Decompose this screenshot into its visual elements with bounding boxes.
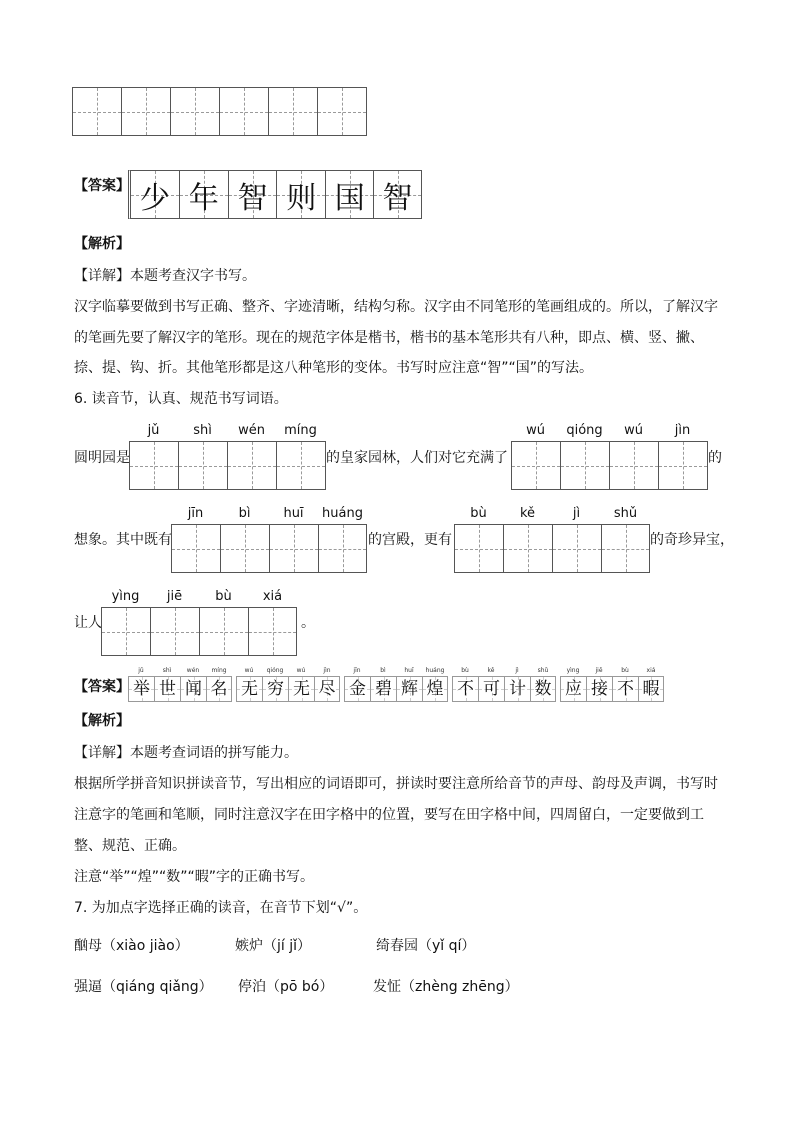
answer-word xyxy=(452,666,556,702)
answer-char-cell: 尽 xyxy=(314,676,340,702)
pinyin-row xyxy=(454,506,650,521)
pronunciation-option[interactable]: 停泊（pō bó） xyxy=(238,979,334,995)
grid-cell[interactable] xyxy=(102,608,151,655)
grid-cell[interactable] xyxy=(130,442,179,489)
answer-char-cell: 举 xyxy=(128,676,154,702)
pinyin: jiē xyxy=(595,667,603,674)
pinyin: jiē xyxy=(166,589,183,604)
answer-char-cell: 少 xyxy=(131,171,180,218)
analysis-line: 注意字的笔画和笔顺，同时注意汉字在田字格中的位置，要写在田字格中间，四周留白，一定要做到工 xyxy=(74,807,704,823)
analysis-detail: 【详解】本题考查汉字书写。 xyxy=(74,268,256,284)
answer-char-cell: 不 xyxy=(452,676,478,702)
q5-answer-grid xyxy=(128,170,422,219)
answer-word xyxy=(344,666,448,702)
pinyin: jīn xyxy=(353,667,361,674)
pinyin: xiá xyxy=(262,589,283,604)
grid-cell[interactable] xyxy=(504,525,553,572)
pinyin: bù xyxy=(470,506,487,521)
grid-cell[interactable] xyxy=(270,525,319,572)
sentence-text: 。 xyxy=(301,615,315,631)
answer-word xyxy=(128,666,232,702)
analysis-detail: 【详解】本题考查词语的拼写能力。 xyxy=(74,745,298,761)
analysis-line: 捺、提、钩、折。其他笔形都是这八种笔形的变体。书写时应注意“智”“国”的写法。 xyxy=(74,360,594,376)
pinyin: wú xyxy=(244,667,254,674)
answer-char-cell: 则 xyxy=(277,171,326,218)
pinyin: wén xyxy=(238,423,265,438)
answer-char-cell: 无 xyxy=(288,676,314,702)
pinyin-row xyxy=(171,506,367,521)
answer-char-cell: 世 xyxy=(154,676,180,702)
pinyin: qióng xyxy=(266,667,284,674)
answer-char-cell: 计 xyxy=(504,676,530,702)
grid-cell[interactable] xyxy=(228,442,277,489)
answer-char-cell: 辉 xyxy=(396,676,422,702)
analysis-line: 汉字临摹要做到书写正确、整齐、字迹清晰，结构匀称。汉字由不同笔形的笔画组成的。所以，了解汉字 xyxy=(74,299,718,315)
answer-char-cell: 金 xyxy=(344,676,370,702)
writing-grid[interactable] xyxy=(129,441,326,490)
sentence-text: 的皇家园林，人们对它充满了 xyxy=(326,450,508,466)
pinyin-row xyxy=(511,423,707,438)
answer-char-cell: 数 xyxy=(530,676,556,702)
answer-word xyxy=(560,666,664,702)
grid-cell[interactable] xyxy=(179,442,228,489)
answer-char-cell: 智 xyxy=(229,171,278,218)
writing-grid[interactable] xyxy=(454,524,650,573)
pinyin: yìng xyxy=(111,589,140,604)
pinyin: yìng xyxy=(566,667,580,674)
grid-cell[interactable] xyxy=(220,88,269,135)
pinyin: huáng xyxy=(322,506,363,521)
pinyin: wú xyxy=(624,423,643,438)
pinyin: jìn xyxy=(674,423,691,438)
answer-char-cell: 智 xyxy=(374,171,421,218)
analysis-line: 注意“举”“煌”“数”“暇”字的正确书写。 xyxy=(74,869,315,885)
answer-char-cell: 碧 xyxy=(370,676,396,702)
pinyin: wén xyxy=(186,667,200,674)
question-title: 6. 读音节，认真、规范书写词语。 xyxy=(74,391,288,407)
analysis-line: 整、规范、正确。 xyxy=(74,838,186,854)
analysis-label: 【解析】 xyxy=(74,713,130,729)
pinyin: shì xyxy=(193,423,212,438)
pinyin: jīn xyxy=(187,506,204,521)
pinyin: shǔ xyxy=(613,506,638,521)
answer-char-cell: 暇 xyxy=(638,676,664,702)
answer-char-cell: 穷 xyxy=(262,676,288,702)
q6-answer-grid xyxy=(128,666,668,702)
grid-cell[interactable] xyxy=(277,442,325,489)
pinyin: kě xyxy=(487,667,495,674)
sentence-text: 的 xyxy=(708,450,722,466)
grid-cell[interactable] xyxy=(269,88,318,135)
grid-cell[interactable] xyxy=(610,442,659,489)
pinyin-row xyxy=(129,423,325,438)
pinyin: bù xyxy=(215,589,232,604)
answer-char-cell: 接 xyxy=(586,676,612,702)
pinyin: shǔ xyxy=(537,667,549,674)
pinyin: huī xyxy=(404,667,414,674)
pinyin: huáng xyxy=(425,667,445,674)
grid-cell[interactable] xyxy=(602,525,649,572)
writing-grid[interactable] xyxy=(101,607,297,656)
pinyin: qióng xyxy=(566,423,603,438)
answer-label: 【答案】 xyxy=(74,178,130,194)
pinyin: huī xyxy=(283,506,304,521)
pronunciation-option[interactable]: 酗母（xiào jiào） xyxy=(74,938,189,954)
grid-cell[interactable] xyxy=(318,88,366,135)
answer-char-cell: 无 xyxy=(236,676,262,702)
analysis-line: 根据所学拼音知识拼读音节，写出相应的词语即可，拼读时要注意所给音节的声母、韵母及声调，书写时 xyxy=(74,776,718,792)
pronunciation-option[interactable]: 绮春园（yǐ qí） xyxy=(376,938,476,954)
analysis-label: 【解析】 xyxy=(74,236,130,252)
question-title: 7. 为加点字选择正确的读音，在音节下划“√”。 xyxy=(74,900,368,916)
pinyin: kě xyxy=(519,506,536,521)
answer-char-cell: 煌 xyxy=(422,676,448,702)
pinyin: jì xyxy=(515,667,519,674)
pinyin: jì xyxy=(572,506,581,521)
answer-char-cell: 年 xyxy=(180,171,229,218)
pronunciation-option[interactable]: 强逼（qiáng qiǎng） xyxy=(74,979,213,995)
pinyin: míng xyxy=(211,667,227,674)
pinyin: wú xyxy=(526,423,545,438)
grid-cell[interactable] xyxy=(659,442,707,489)
answer-word xyxy=(236,666,340,702)
grid-cell[interactable] xyxy=(249,608,296,655)
sentence-text: 让人 xyxy=(74,615,102,631)
pinyin: xiá xyxy=(646,667,656,674)
pinyin: bù xyxy=(461,667,469,674)
grid-cell[interactable] xyxy=(221,525,270,572)
pinyin: míng xyxy=(284,423,317,438)
grid-cell[interactable] xyxy=(319,525,366,572)
writing-grid[interactable] xyxy=(511,441,708,490)
grid-cell[interactable] xyxy=(455,525,504,572)
sentence-text: 的奇珍异宝， xyxy=(650,532,734,548)
grid-cell[interactable] xyxy=(512,442,561,489)
pinyin-row xyxy=(101,589,297,604)
answer-char-cell: 闻 xyxy=(180,676,206,702)
pinyin: jǔ xyxy=(138,667,144,674)
pinyin: shì xyxy=(162,667,172,674)
answer-label: 【答案】 xyxy=(74,679,130,695)
grid-cell[interactable] xyxy=(73,88,122,135)
pronunciation-option[interactable]: 嫉炉（jí jǐ） xyxy=(235,938,312,954)
grid-cell[interactable] xyxy=(200,608,249,655)
grid-cell[interactable] xyxy=(172,525,221,572)
pinyin: bì xyxy=(238,506,251,521)
pronunciation-option[interactable]: 发怔（zhèng zhēng） xyxy=(373,979,519,995)
sentence-text: 想象。其中既有 xyxy=(74,532,172,548)
analysis-line: 的笔画先要了解汉字的笔形。现在的规范字体是楷书，楷书的基本笔形共有八种，即点、横、竖、撇、 xyxy=(74,330,704,346)
answer-char-cell: 可 xyxy=(478,676,504,702)
pinyin: bì xyxy=(380,667,386,674)
grid-cell[interactable] xyxy=(171,88,220,135)
answer-char-cell: 国 xyxy=(326,171,374,218)
pinyin: jǔ xyxy=(147,423,160,438)
answer-char-cell: 应 xyxy=(560,676,586,702)
sentence-text: 圆明园是 xyxy=(74,450,130,466)
pinyin: wú xyxy=(296,667,306,674)
q5-practice-grid[interactable] xyxy=(72,87,367,136)
sentence-text: 的宫殿，更有 xyxy=(368,532,452,548)
answer-char-cell: 名 xyxy=(206,676,232,702)
answer-char-cell: 不 xyxy=(612,676,638,702)
writing-grid[interactable] xyxy=(171,524,367,573)
grid-cell[interactable] xyxy=(151,608,200,655)
pinyin: bù xyxy=(621,667,629,674)
grid-cell[interactable] xyxy=(553,525,602,572)
pinyin: jìn xyxy=(323,667,331,674)
grid-cell[interactable] xyxy=(122,88,171,135)
grid-cell[interactable] xyxy=(561,442,610,489)
